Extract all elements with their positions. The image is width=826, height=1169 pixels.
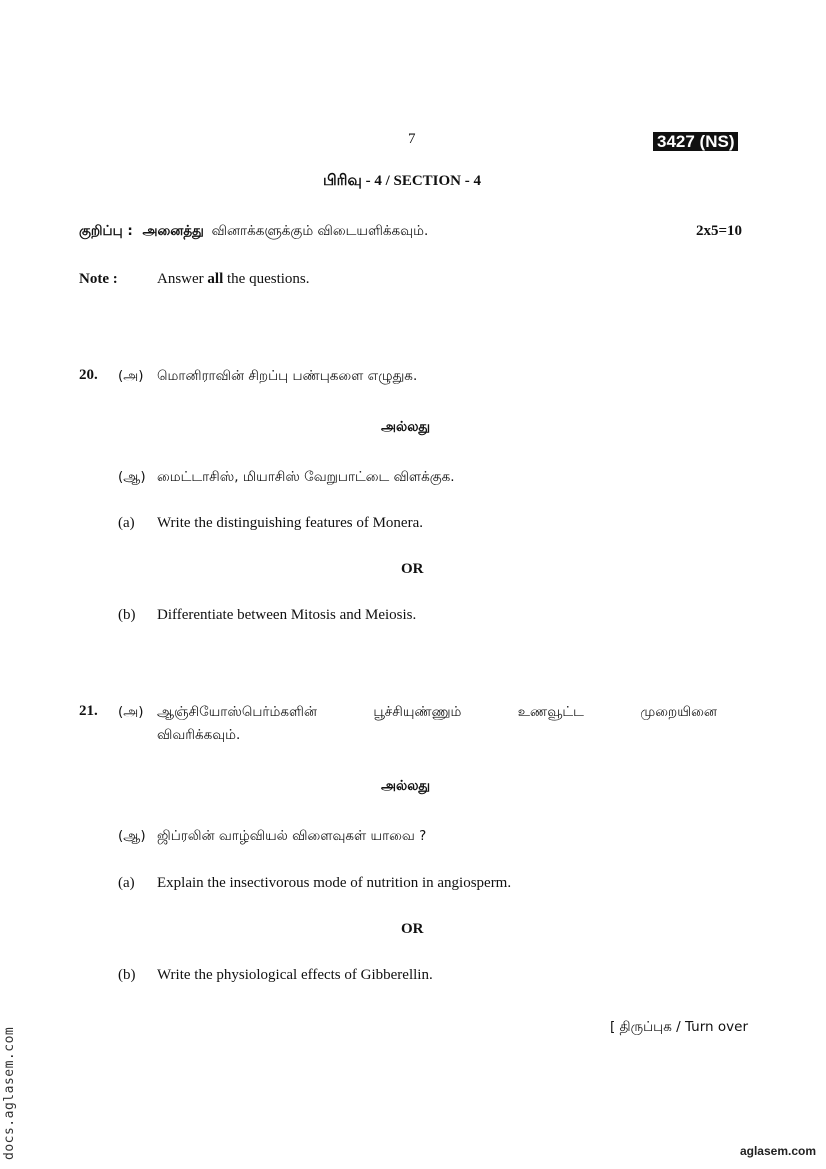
instruction-tamil-label: குறிப்பு : — [79, 223, 133, 239]
question-text: மொனிராவின் சிறப்பு பண்புகளை எழுதுக. — [157, 368, 418, 384]
turn-over-note — [610, 1019, 748, 1037]
question-text-line — [157, 704, 717, 722]
option-marker: (a) — [118, 515, 135, 531]
question-text: ஜிப்ரலின் வாழ்வியல் விளைவுகள் யாவை ? — [157, 828, 427, 844]
note-emphasis: all — [207, 271, 224, 287]
watermark: docs.aglasem.com — [2, 1026, 17, 1160]
or-divider-tamil: அல்லது — [381, 419, 431, 435]
brand-label: aglasem.com — [739, 1144, 816, 1158]
question-text: Write the distinguishing features of Monera. — [157, 515, 423, 531]
question-word: ஆஞ்சியோஸ்பெர்ம்களின் — [157, 704, 317, 720]
question-word: பூச்சியுண்ணும் — [373, 704, 462, 720]
turn-over-text: [ திருப்புக / Turn over — [609, 1019, 748, 1035]
question-text: Explain the insectivorous mode of nutrition in angiosperm. — [157, 875, 512, 891]
question-number: 21. — [79, 703, 98, 719]
instruction-tamil-emphasis: அனைத்து — [142, 223, 204, 239]
question-word: உணவூட்ட — [517, 704, 584, 720]
option-marker: (b) — [118, 607, 136, 623]
note-pre: Answer — [157, 271, 204, 287]
option-marker: (அ) — [118, 704, 144, 720]
question-text-line: விவரிக்கவும். — [157, 727, 241, 743]
note-text — [157, 271, 310, 288]
option-marker: (ஆ) — [118, 469, 146, 485]
page-number: 7 — [408, 131, 416, 147]
or-divider: OR — [401, 921, 424, 937]
section-title — [323, 172, 481, 191]
section-title-text: பிரிவு - 4 / SECTION - 4 — [323, 173, 482, 189]
or-divider-tamil: அல்லது — [381, 778, 431, 794]
paper-code-badge: 3427 (NS) — [653, 132, 738, 151]
or-divider: OR — [401, 561, 424, 577]
marks-allocation: 2x5=10 — [696, 223, 743, 239]
note-post: the questions. — [227, 271, 310, 287]
question-word: முறையினை — [640, 704, 717, 720]
instruction-tamil-text: வினாக்களுக்கும் விடையளிக்கவும். — [211, 223, 429, 239]
instruction-tamil — [79, 223, 428, 241]
question-text: மைட்டாசிஸ், மியாசிஸ் வேறுபாட்டை விளக்குக. — [157, 469, 455, 485]
option-marker: (ஆ) — [118, 828, 146, 844]
question-text: Write the physiological effects of Gibberellin. — [157, 967, 433, 983]
note-label: Note : — [79, 271, 118, 287]
question-number: 20. — [79, 367, 98, 383]
option-marker: (b) — [118, 967, 136, 983]
option-marker: (அ) — [118, 368, 144, 384]
question-text: Differentiate between Mitosis and Meiosis. — [157, 607, 417, 623]
option-marker: (a) — [118, 875, 135, 891]
